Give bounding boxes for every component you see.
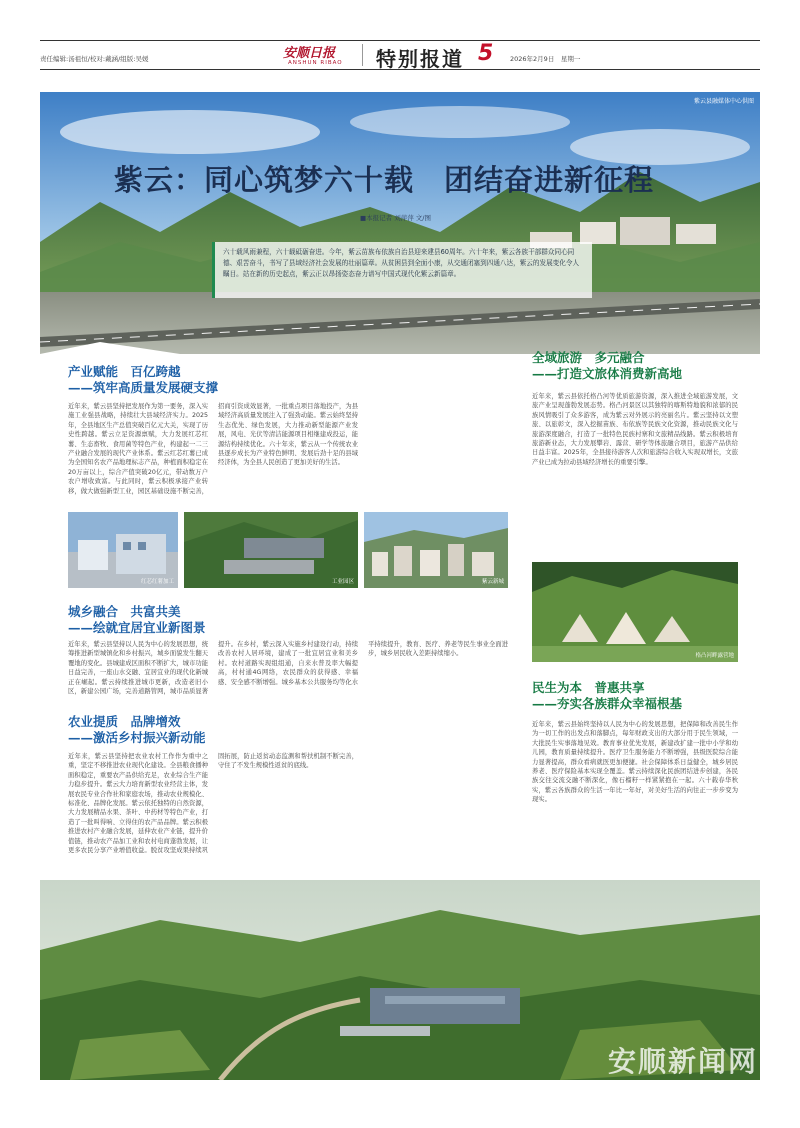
photo-caption: 工业园区 [331, 579, 354, 585]
masthead-top-rule [40, 40, 760, 41]
section-subtitle-agri: ——激活乡村振兴新动能 [68, 730, 206, 745]
section-title-tourism: 全域旅游 多元融合 [532, 350, 645, 365]
section-name: 特别报道 [376, 47, 464, 71]
photo-industry-2 [184, 512, 358, 588]
section-title-industry: 产业赋能 百亿跨越 [68, 364, 181, 379]
lead-paragraph: 六十载风雨兼程，六十载砥砺奋进。今年，紫云苗族布依族自治县迎来建县60周年。六十年来，紫云各族干部群众同心同德、艰苦奋斗，书写了县域经济社会发展的壮丽篇章。从贫困县到全面小康，从交通闭塞到四通八达，紫云的发展变化令人瞩目。站在新的历史起点，紫云正以昂扬姿态奋力谱写中国式现代化紫云新篇章。 [212, 242, 592, 298]
hero-banner [40, 92, 760, 392]
article-body-urban: 近年来，紫云县坚持以人民为中心的发展思想，统筹推进新型城镇化和乡村振兴，城乡面貌发生翻天覆地的变化。县城建成区面积不断扩大，城市功能日益完善，一座山水交融、宜居宜业的现代化新城正在崛起。紫云持续推进城市更新，改造老旧小区，新建公园广场，完善道路管网，城市品质显著提升。在乡村，紫云深入实施乡村建设行动，持续改善农村人居环境，建成了一批宜居宜业和美乡村。农村道路实现组组通，自来水普及率大幅提高，村村通4G网络，农民群众的获得感、幸福感、安全感不断增强。城乡基本公共服务均等化水平持续提升，教育、医疗、养老等民生事业全面进步，城乡居民收入差距持续缩小。 [68, 641, 508, 696]
section-title-agri: 农业提质 品牌增效 [68, 714, 181, 729]
newspaper-logo-en: ANSHUN RIBAO [288, 60, 343, 66]
byline: ■本报记者 刘萍萍 文/图 [360, 214, 431, 222]
photo-caption: 格凸河畔露营地 [695, 653, 734, 659]
section-title-livelihood: 民生为本 普惠共享 [532, 680, 645, 695]
section-subtitle-industry: ——筑牢高质量发展硬支撑 [68, 380, 219, 395]
masthead [40, 40, 760, 70]
photo-industry-1 [68, 512, 178, 588]
article-body-tourism: 近年来，紫云县依托格凸河等优质旅游资源，深入推进全域旅游发展，文旅产业呈现蓬勃发展态势。格凸河景区以其独特的喀斯特地貌和浓郁的民族风情吸引了众多游客，成为紫云对外展示的亮丽名片。紫云坚持以文塑旅、以旅彰文，深入挖掘苗族、布依族等民族文化资源，推动民族文化与旅游深度融合，打造了一批特色民族村寨和文旅精品线路。紫云积极培育旅游新业态，大力发展攀岩、露营、研学等体旅融合项目，旅游产品供给日益丰富。2025年，全县接待游客人次和旅游综合收入实现双增长，文旅产业已成为拉动县域经济增长的重要引擎。 [532, 393, 738, 466]
masthead-divider [362, 44, 363, 66]
photo-industry-3 [364, 512, 508, 588]
section-subtitle-tourism: ——打造文旅体消费新高地 [532, 366, 683, 381]
headline: 紫云：同心筑梦六十载 团结奋进新征程 [114, 163, 655, 197]
section-title-urban: 城乡融合 共富共美 [68, 604, 181, 619]
site-watermark: 安顺新闻网 [607, 1045, 758, 1078]
section-subtitle-urban: ——绘就宜居宜业新图景 [68, 620, 206, 635]
photo-caption: 红芯红薯加工 [140, 579, 174, 585]
bottom-aerial-photo [40, 880, 760, 1080]
photo-tourism [532, 562, 738, 662]
hero-photo-credit: 紫云县融媒体中心供图 [693, 98, 754, 105]
page-number: 5 [478, 41, 494, 66]
photo-caption: 紫云新城 [481, 579, 504, 585]
issue-date: 2026年2月9日 星期一 [510, 55, 581, 63]
newspaper-logo: 安顺日报 [283, 46, 336, 61]
article-body-livelihood: 近年来，紫云县始终坚持以人民为中心的发展思想，把保障和改善民生作为一切工作的出发点和落脚点，每年财政支出的大部分用于民生领域，一大批民生实事落地见效。教育事业优先发展，新建改扩建一批中小学和幼儿园，教育质量持续提升。医疗卫生服务能力不断增强，县级医院综合能力显著提高，群众看病就医更加便捷。社会保障体系日益健全，城乡居民养老、医疗保险基本实现全覆盖。紫云持续深化民族团结进步创建，各民族交往交流交融不断深化，像石榴籽一样紧紧抱在一起。六十载春华秋实，紫云各族群众的生活一年比一年好，对美好生活的向往正一步步变为现实。 [532, 721, 738, 804]
article-body-agri: 近年来，紫云县坚持把农业农村工作作为重中之重，坚定不移推进农业现代化建设。全县粮食播种面积稳定，重要农产品供给充足，农业综合生产能力稳步提升。紫云大力培育新型农业经营主体，发展农民专业合作社和家庭农场，推动农业规模化、标准化、品牌化发展。紫云依托独特的自然资源，大力发展精品水果、茶叶、中药材等特色产业，打造了一批叫得响、立得住的农产品品牌。紫云积极推进农村产业融合发展，延伸农业产业链，提升价值链，推动农产品加工业和农村电商蓬勃发展，让更多农民分享产业增值收益。脱贫攻坚成果持续巩固拓展，防止返贫动态监测和帮扶机制不断完善，守住了不发生规模性返贫的底线。 [68, 753, 358, 855]
section-subtitle-livelihood: ——夯实各族群众幸福根基 [532, 696, 683, 711]
article-body-industry: 近年来，紫云县坚持把发展作为第一要务，深入实施工业强县战略，持续壮大县域经济实力。2025年，全县地区生产总值突破百亿元大关，实现了历史性跨越。紫云立足资源禀赋，大力发展红芯红薯、生态畜牧、食用菌等特色产业，构建起一二三产业融合发展的现代产业体系。紫云红芯红薯已成为全国知名农产品地理标志产品，种植面积稳定在20万亩以上，综合产值突破20亿元，带动数万户农户增收致富。与此同时，紫云积极承接产业转移，做大做强新型工业，园区基础设施不断完善，招商引资成效显著，一批重点项目落地投产，为县域经济高质量发展注入了强劲动能。紫云始终坚持生态优先、绿色发展，大力推动新型能源产业发展，风电、光伏等清洁能源项目相继建成投运，能源结构持续优化。六十年来，紫云从一个传统农业县逐步成长为产业特色鲜明、发展后劲十足的县域经济体，为全县人民创造了更加美好的生活。 [68, 403, 358, 495]
editor-credits: 责任编辑:汤祖恒/校对:戴涵/组版:吴媛 [40, 55, 149, 63]
